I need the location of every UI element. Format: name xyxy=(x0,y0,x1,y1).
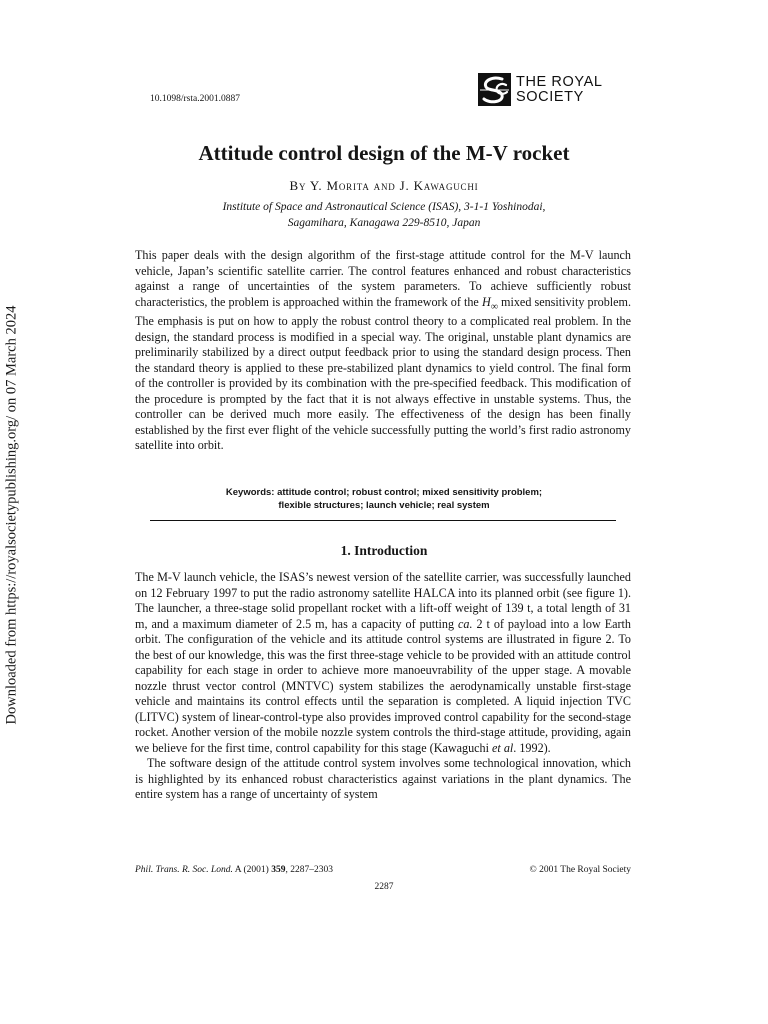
section-heading: 1. Introduction xyxy=(340,543,428,558)
intro-p1-et-al: et al xyxy=(492,740,514,755)
intro-p1-part-2: 2 t of payload into a low Earth orbit. The configuration of the vehicle and its attitude control systems are illustrated in figure 2. To the best of our knowledge, this was the first three-stage vehicle to be provided with an attitude control capability for each stage in order to achieve more manoeuvrability of the upper stage. A movable nozzle thrust vector control (MNTVC) system stabilizes the aerodynamically unstable first-stage vehicle and maintains its control effects until the separation is completed. A liquid injection TVC (LITVC) system of linear-control-type also provides improved control capability for the second-stage rocket. Another version of the mobile nozzle system controls the third-stage attitude, providing, again we believe for the first time, control capability for this stage (Kawaguchi xyxy=(135,616,631,755)
abstract-text-end: mixed sensitivity problem. The emphasis is put on how to apply the robust control theory to a complicated real problem. In the design, the standard process is modified in a special way. The original, unstable plant dynamics are preliminarily stabilized by a direct output feedback prior to using the standard design process. Then the standard theory is applied to these pre-stabilized plant dynamics to yield control. The final form of the controller is provided by its combination with the pre-specified feedback. This modification of the procedure is prompted by the fact that it is not always effective in unstable systems. Thus, the controller can be derived much more easily. The effectiveness of the design has been finally established by the first ever flight of the vehicle successfully putting the world’s first radio astronomy satellite into orbit. xyxy=(135,294,632,453)
intro-paragraph-2: The software design of the attitude control system involves some technological innovation, which is highlighted by its enhanced robust characteristics against variations in the plant dynamics. The entire system has a range of uncertainty of system xyxy=(135,756,631,801)
keywords xyxy=(0,486,768,512)
journal-series: A (2001) xyxy=(232,865,272,875)
journal-name: Phil. Trans. R. Soc. Lond. xyxy=(135,865,233,875)
intro-p1-ca: ca. xyxy=(457,616,473,631)
keywords-line-2: flexible structures; launch vehicle; real system xyxy=(278,500,490,511)
affiliation-line-1: Institute of Space and Astronautical Science (ISAS), 3-1-1 Yoshinodai, xyxy=(222,201,546,213)
download-notice-text: Downloaded from https://royalsocietypublishing.org/ on 07 March 2024 xyxy=(3,305,20,725)
royal-society-logo xyxy=(478,73,603,106)
doi: 10.1098/rsta.2001.0887 xyxy=(150,94,240,104)
paper-title: Attitude control design of the M-V rocket xyxy=(198,141,570,165)
logo-line-2: SOCIETY xyxy=(516,88,584,105)
royal-society-monogram-icon xyxy=(478,73,511,106)
introduction-body xyxy=(135,570,631,803)
keywords-line-1: Keywords: attitude control; robust control; mixed sensitivity problem; xyxy=(225,487,543,498)
copyright: © 2001 The Royal Society xyxy=(529,865,631,875)
authors: By Y. Morita and J. Kawaguchi xyxy=(289,178,479,193)
page-number: 2287 xyxy=(374,882,394,892)
infinity-subscript: ∞ xyxy=(490,300,498,312)
intro-p1-part-1: The M-V launch vehicle, the ISAS’s newest version of the satellite carrier, was successfully launched on 12 February 1997 to put the radio astronomy satellite HALCA into its planned orbit (see figure 1). The launcher, a three-stage solid propellant rocket with a lift-off weight of 139 t, a total length of 31 m, and a maximum diameter of 2.5 m, has a capacity of putting xyxy=(135,570,631,631)
intro-p1-part-3: . 1992). xyxy=(513,740,551,755)
journal-volume: 359 xyxy=(271,865,286,875)
affiliation xyxy=(0,199,768,231)
intro-paragraph-1 xyxy=(135,570,631,756)
journal-citation xyxy=(135,865,333,875)
abstract xyxy=(135,248,631,454)
affiliation-line-2: Sagamihara, Kanagawa 229-8510, Japan xyxy=(287,217,481,229)
section-divider xyxy=(150,520,616,521)
journal-pages: , 2287–2303 xyxy=(285,865,333,875)
abstract-text-start: This paper deals with the design algorithm of the first-stage attitude control for the M-V launch vehicle, Japan’s scientific satellite carrier. The control features enhanced and robust characteristics against a range of uncertainties of the system parameters. To achieve sufficiently robust characteristics, the problem is approached within the framework of the xyxy=(135,248,631,309)
logo-line-1: THE ROYAL xyxy=(516,73,603,90)
h-infinity-symbol: H xyxy=(481,294,491,309)
logo-wordmark xyxy=(516,75,603,105)
